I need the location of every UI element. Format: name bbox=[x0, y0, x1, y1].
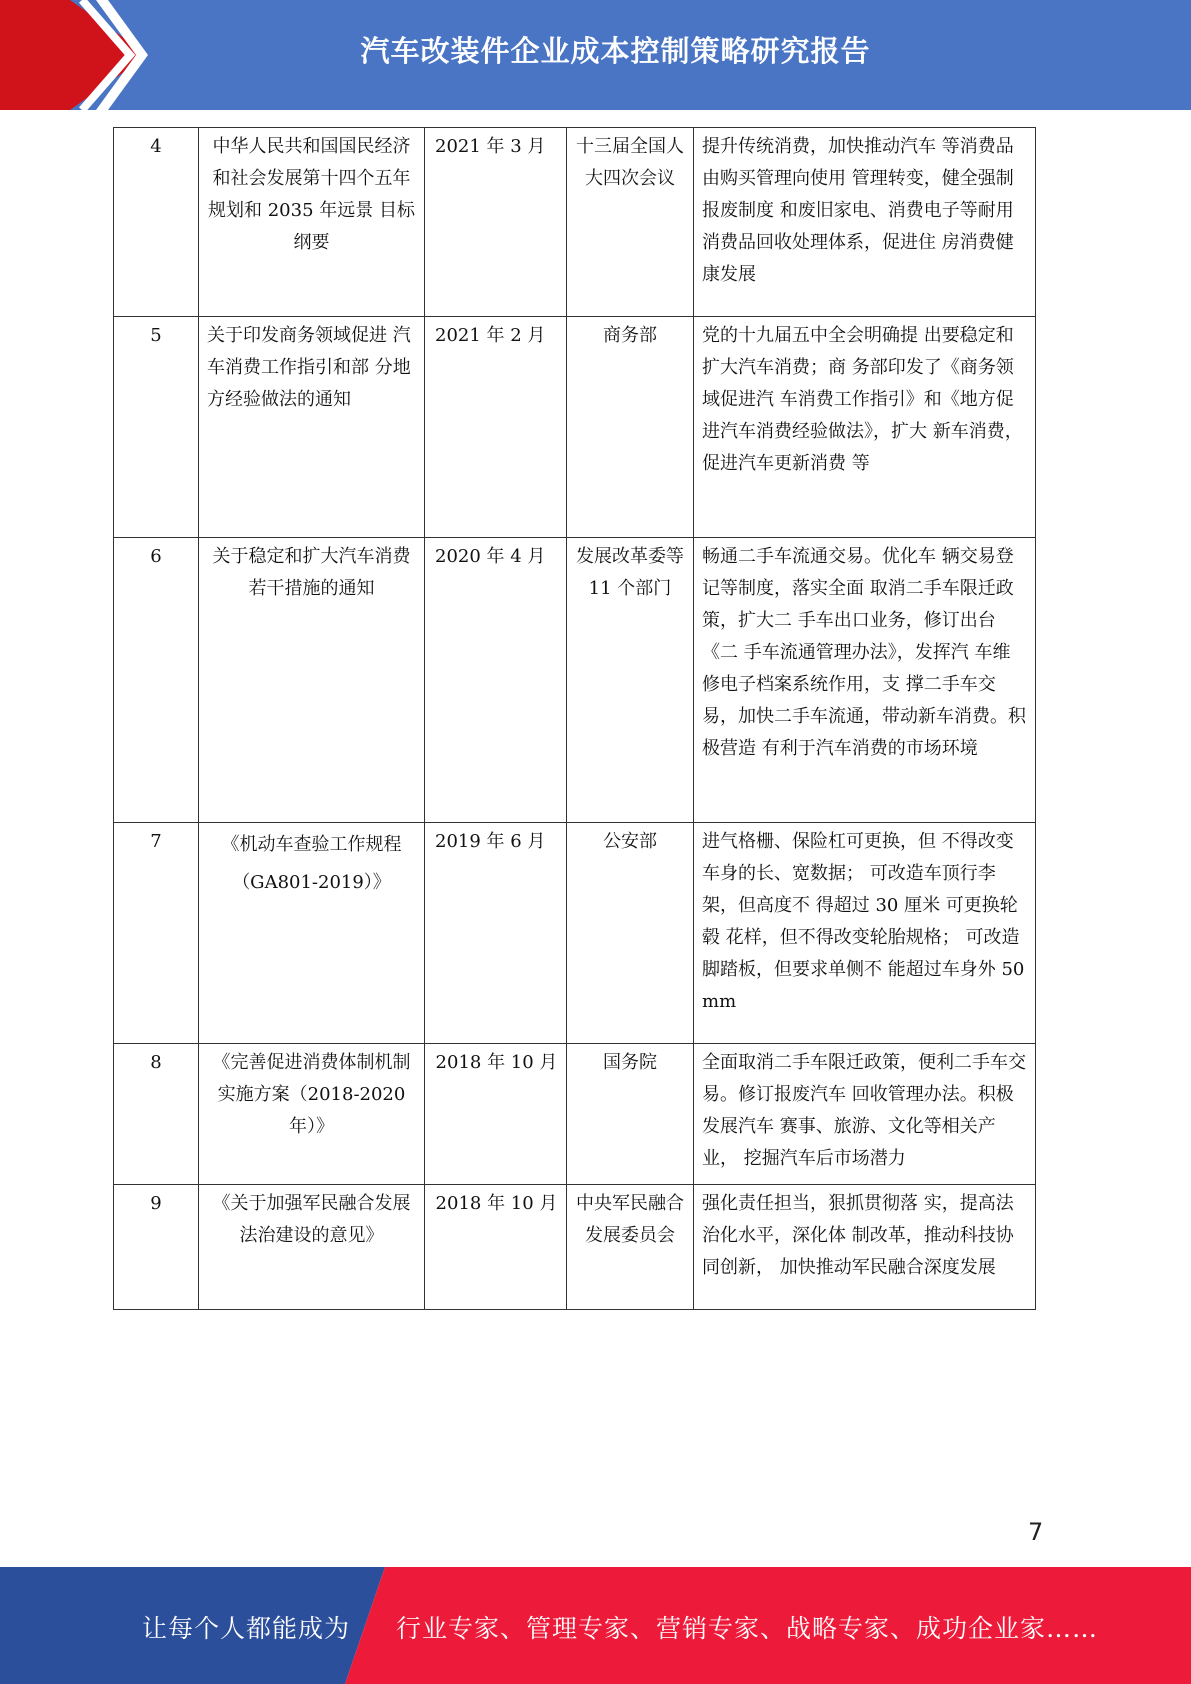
issuing-body: 公安部 bbox=[567, 823, 694, 1044]
page-header bbox=[0, 0, 1191, 110]
row-number: 5 bbox=[114, 317, 199, 538]
policy-content: 进气格栅、保险杠可更换，但 不得改变车身的长、宽数据； 可改造车顶行李架，但高度不 得超过 30 厘米 可更换轮毂 花样，但不得改变轮胎规格； 可改造脚踏板，但要求单侧不 能超过车身外 50mm bbox=[694, 823, 1036, 1044]
document-title: 汽车改装件企业成本控制策略研究报告 bbox=[360, 34, 871, 68]
row-number: 6 bbox=[114, 538, 199, 823]
policy-date: 2021 年 3 月 bbox=[425, 128, 567, 317]
policy-name: 关于稳定和扩大汽车消费若干措施的通知 bbox=[199, 538, 425, 823]
issuing-body: 中央军民融合发展委员会 bbox=[567, 1185, 694, 1310]
row-number: 8 bbox=[114, 1044, 199, 1185]
footer-slogan-right: 行业专家、管理专家、营销专家、战略专家、成功企业家…… bbox=[396, 1614, 1099, 1643]
policy-name: 《机动车查验工作规程（GA801-2019）》 bbox=[199, 823, 425, 1044]
issuing-body: 国务院 bbox=[567, 1044, 694, 1185]
table-row bbox=[114, 128, 1036, 317]
row-number: 7 bbox=[114, 823, 199, 1044]
policy-content: 强化责任担当，狠抓贯彻落 实，提高法治化水平，深化体 制改革，推动科技协同创新， 加快推动军民融合深度发展 bbox=[694, 1185, 1036, 1310]
policy-name: 《完善促进消费体制机制实施方案（2018-2020 年）》 bbox=[199, 1044, 425, 1185]
table-row bbox=[114, 1044, 1036, 1185]
policy-content: 提升传统消费，加快推动汽车 等消费品由购买管理向使用 管理转变，健全强制报废制度 和废旧家电、消费电子等耐用 消费品回收处理体系，促进住 房消费健康发展 bbox=[694, 128, 1036, 317]
policy-content: 畅通二手车流通交易。优化车 辆交易登记等制度，落实全面 取消二手车限迁政策，扩大二 手车出口业务，修订出台《二 手车流通管理办法》，发挥汽 车维修电子档案系统作用，支 撑二手车交易，加快二手车流通，带动新车消费。积极营造 有利于汽车消费的市场环境 bbox=[694, 538, 1036, 823]
policy-content: 全面取消二手车限迁政策，便利二手车交易。修订报废汽车 回收管理办法。积极发展汽车 赛事、旅游、文化等相关产业， 挖掘汽车后市场潜力 bbox=[694, 1044, 1036, 1185]
issuing-body: 发展改革委等 11 个部门 bbox=[567, 538, 694, 823]
page-number: 7 bbox=[1028, 1518, 1044, 1546]
policy-table bbox=[113, 127, 1036, 1310]
table-row bbox=[114, 538, 1036, 823]
row-number: 4 bbox=[114, 128, 199, 317]
table-row bbox=[114, 823, 1036, 1044]
table-row bbox=[114, 317, 1036, 538]
policy-date: 2018 年 10 月 bbox=[425, 1044, 567, 1185]
policy-date: 2020 年 4 月 bbox=[425, 538, 567, 823]
issuing-body: 商务部 bbox=[567, 317, 694, 538]
row-number: 9 bbox=[114, 1185, 199, 1310]
issuing-body: 十三届全国人大四次会议 bbox=[567, 128, 694, 317]
policy-date: 2019 年 6 月 bbox=[425, 823, 567, 1044]
footer-slogan-left: 让每个人都能成为 bbox=[142, 1614, 351, 1643]
table-row bbox=[114, 1185, 1036, 1310]
policy-name: 中华人民共和国国民经济和社会发展第十四个五年规划和 2035 年远景 目标纲要 bbox=[199, 128, 425, 317]
policy-content: 党的十九届五中全会明确提 出要稳定和扩大汽车消费；商 务部印发了《商务领域促进汽 车消费工作指引》和《地方促 进汽车消费经验做法》，扩大 新车消费，促进汽车更新消费 等 bbox=[694, 317, 1036, 538]
page-footer bbox=[0, 1567, 1191, 1684]
policy-name: 关于印发商务领域促进 汽车消费工作指引和部 分地方经验做法的通知 bbox=[199, 317, 425, 538]
policy-name: 《关于加强军民融合发展法治建设的意见》 bbox=[199, 1185, 425, 1310]
policy-date: 2021 年 2 月 bbox=[425, 317, 567, 538]
policy-date: 2018 年 10 月 bbox=[425, 1185, 567, 1310]
